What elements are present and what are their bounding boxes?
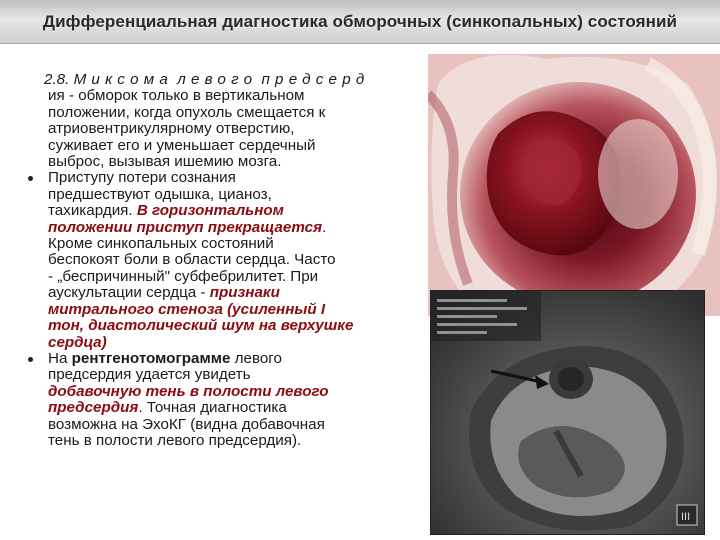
bullet1-line-8a: аускультации сердца - xyxy=(48,284,210,302)
bullet2-line-6: тень в полости левого предсердия). xyxy=(48,431,302,449)
bullet2-line-1a: На xyxy=(48,349,72,367)
bullet2-line-4-end: . Точная диагностика xyxy=(138,399,287,417)
intro-line-4: суживает его и уменьшает сердечный xyxy=(48,136,316,154)
heart-specimen-illustration xyxy=(428,54,720,316)
intro-line-2: положении, когда опухоль смещается к xyxy=(48,103,326,121)
bullet1-line-10: тон, диастолический шум на верхушке xyxy=(48,317,354,335)
bullet1-line-4: положении приступ прекращается xyxy=(48,218,323,236)
tomogram-image xyxy=(430,290,705,535)
bullet1-line-9: митрального стеноза (усиленный I xyxy=(48,300,326,318)
bullet-item-symptoms xyxy=(14,170,422,350)
bullet1-line-6: беспокоят боли в области сердца. Часто xyxy=(48,251,336,269)
intro-text xyxy=(48,88,422,170)
bullet1-line-7: - „беспричинный" субфебрилитет. При xyxy=(48,267,319,285)
bullet-item-diagnostics xyxy=(14,351,422,449)
heading-word-myxoma: Миксома xyxy=(73,71,173,88)
bullet1-line-3b: В горизонтальном xyxy=(136,202,284,220)
bullet1-line-3a: тахикардия. xyxy=(48,202,137,220)
bullet1-line-4-end: . xyxy=(322,218,327,236)
intro-line-1: - обморок только в вертикальном xyxy=(64,87,305,105)
bullet1-line-5: Кроме синкопальных состояний xyxy=(48,235,274,253)
bullet2-line-2: предсердия удается увидеть xyxy=(48,366,251,384)
slide-title: Дифференциальная диагностика обморочных (синкопальных) состояний xyxy=(0,0,720,44)
section-number: 2.8. xyxy=(44,71,70,88)
tomogram-corner-label: III xyxy=(681,511,691,523)
bullet1-line-11: сердца) xyxy=(48,333,107,351)
bullet-dot-icon xyxy=(28,357,33,362)
bullet1-line-8b: признаки xyxy=(209,284,280,302)
heading-word-left: левого xyxy=(177,71,258,88)
bullet2-line-3: добавочную тень в полости левого xyxy=(48,382,329,400)
intro-line-5: выброс, вызывая ишемию мозга. xyxy=(48,153,282,171)
slide-body xyxy=(14,72,422,449)
bullet1-line-1: Приступу потери сознания xyxy=(48,169,236,187)
heart-specimen-photo xyxy=(428,54,720,316)
bullet2-line-1b: рентгенотомограмме xyxy=(71,349,231,367)
heading-word-atrium-end: ия xyxy=(48,87,65,105)
bullet2-line-4: предсердия xyxy=(48,399,139,417)
intro-line-3: атриовентрикулярному отверстию, xyxy=(48,120,295,138)
bullet2-line-1c: левого xyxy=(230,349,282,367)
section-heading-myxoma xyxy=(44,72,422,88)
bullet1-line-2: предшествуют одышка, цианоз, xyxy=(48,185,272,203)
bullet-dot-icon xyxy=(28,176,33,181)
bullet2-line-5: возможна на ЭхоКГ (видна добавочная xyxy=(48,415,325,433)
tomogram-illustration xyxy=(431,291,705,535)
heading-word-atrium: предсерд xyxy=(261,71,370,88)
